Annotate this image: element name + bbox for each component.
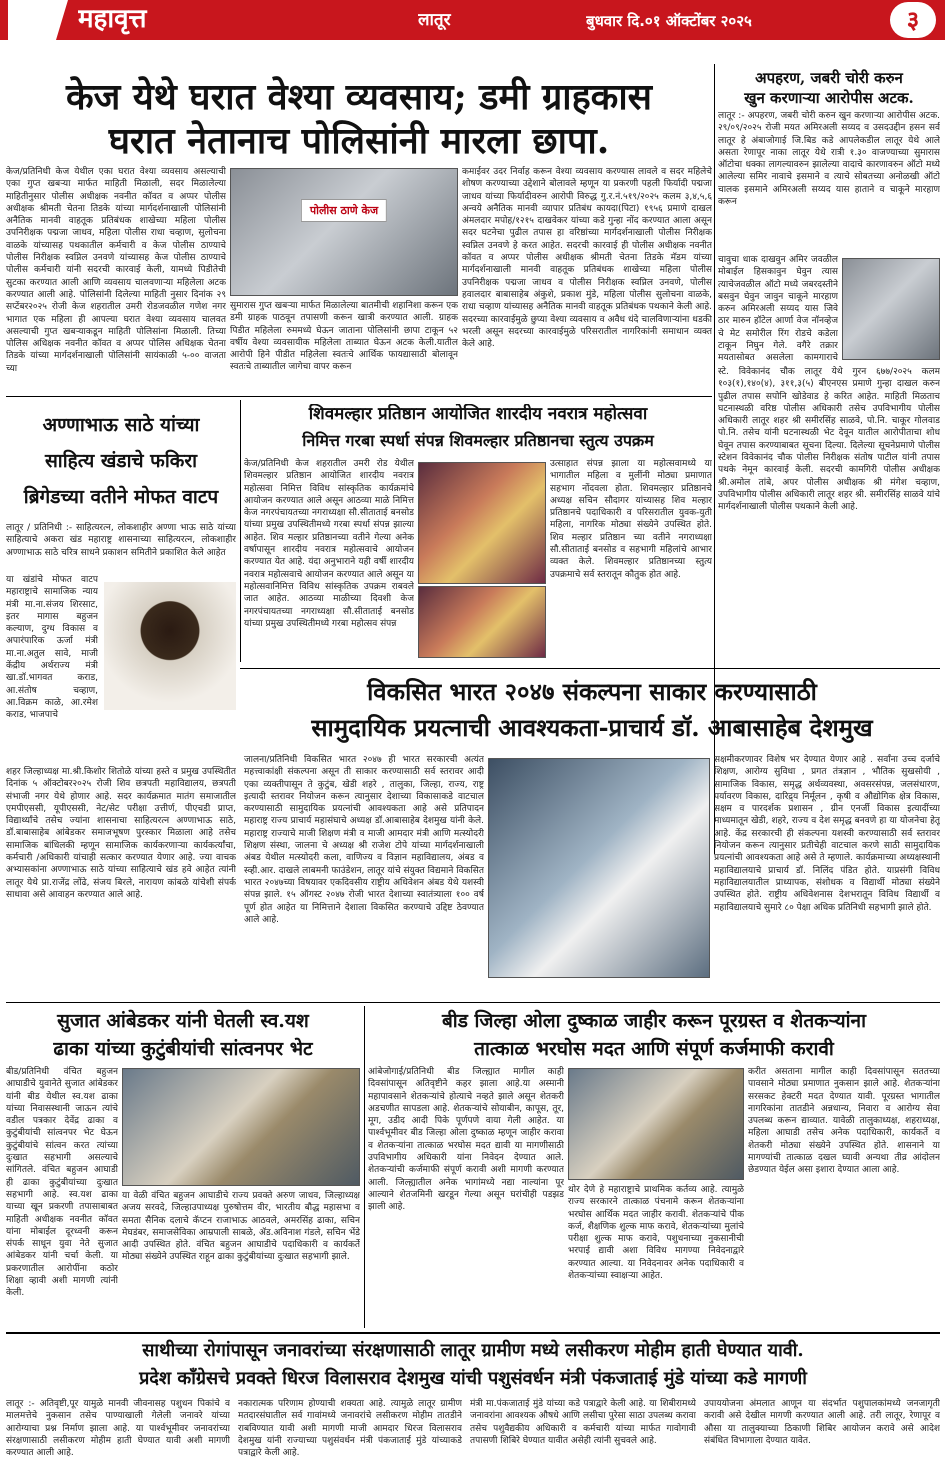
lead-headline-1: केज येथे घरात वेश्या व्यवसाय; डमी ग्राहकास <box>65 76 652 118</box>
beed-column-3: करीत असताना मागील काही दिवसांपासून सततच्या पावसाने मोठ्या प्रमाणात नुकसान झाले आहे. शेतकऱ्यांना सरसकट हेक्टरी मदत देण्यात यावी. पूरग्रस्त भागातील नागरिकांना तातडीने अन्नधान्य, निवारा व आरोग्य सेवा उपलब्ध करून द्याव्यात. यावेळी तालुकाध्यक्ष, शहराध्यक्ष, महिला आघाडी तसेच अनेक पदाधिकारी, कार्यकर्ते व शेतकरी मोठ्या संख्येने उपस्थित होते. शासनाने या मागण्यांची तात्काळ दखल घ्यावी अन्यथा तीव्र आंदोलन छेडण्यात येईल असा इशारा देण्यात आला आहे. <box>748 1067 940 1176</box>
vaccination-headline-1: साथीच्या रोगांपासून जनावरांच्या संरक्षणासाठी लातूर ग्रामीण मध्ये लसीकरण मोहीम हाती घेण्यात यावी. <box>142 1340 804 1361</box>
annabhau-body: शहर जिल्हाध्यक्ष मा.श्री.किशोर शितोळे यांच्या हस्ते व प्रमुख उपस्थितीत दिनांक ५ ऑक्टोबर२०२५ रोजी शिव छत्रपती महाविद्यालय, छत्रपती संभाजी नगर येथे होणार आहे. सदर कार्यक्रमात मातंग समाजातील एमपीएससी, यूपीएससी, नेट/सेट परीक्षा उत्तीर्ण, पीएचडी प्राप्त, विद्यार्थ्यांचे तसेच ज्यांना शासनाचा साहित्यरत्न अण्णाभाऊ साठे, डॉ.बाबासाहेब आंबेडकर समाजभूषण पुरस्कार मिळाला आहे तसेच सामाजिक बांधिलकी म्हणून सामाजिक कार्यकरणाऱ्या कार्यकर्त्यांचा, कर्मचारी /अधिकारी यांचाही सत्कार करण्यात येणार आहे. ज्या वाचक अभ्यासकांना अण्णाभाऊ साठे यांच्या साहित्याचे खंड हवे आहेत त्यांनी लातूर येथे प्रा.राजेंद्र लोंढे, संजय बिरले, नारायण कांबळे यांचेशी संपर्क साधावा असे आवाहन करण्यात आले आहे. <box>6 767 236 900</box>
section-divider <box>6 1002 940 1003</box>
vaccination-column-1: लातूर :- अतिवृष्टी,पूर यामुळे मानवी जीवनासह पशुधन पिकांचे व मालमत्तेचे नुकसान तसेच पाण्याखाली गेलेली जनावरे यांच्या आरोग्याचा प्रश्न निर्माण झाला आहे. या पार्श्वभूमीवर जनावरांच्या संरक्षणासाठी लसीकरण मोहीम हाती घेण्यात यावी अशी मागणी करण्यात आली आहे. <box>6 1399 230 1459</box>
vaccination-column-3: मंत्री मा.पंकजाताई मुंडे यांच्या कडे पत्राद्वारे केली आहे. या शिबीरामध्ये जनावरांना आवश्यक औषधे आणि लसीचा पुरेसा साठा उपलब्ध करावा तसेच पशुवैद्यकीय अधिकारी व कर्मचारी यांच्या मार्फत गावोगावी तपासणी शिबिरे घेण्यात यावीत असेही त्यांनी सुचवले आहे. <box>470 1399 696 1446</box>
navratri-headline-2: निमित्त गरबा स्पर्धा संपन्न शिवमल्हार प्रतिष्ठानचा स्तुत्य उपक्रम <box>302 431 654 450</box>
memorandum-photo <box>568 1068 744 1180</box>
vikasit-column-1: जालना/प्रतिनिधी विकसित भारत २०४७ ही भारत सरकारची अत्यंत महत्त्वाकांक्षी संकल्पना असून ती साकार करण्यासाठी सर्व स्तरावर आदी एका व्यक्तीपासून ते कुटुंब, खेडी शहरे , तालुका, जिल्हा, राज्य, राष्ट्र इत्यादी स्तरावर नियोजन करून त्यानुसार देशाच्या विकासाकडे वाटचाल करण्यासाठी सामुदायिक प्रयत्नांची आवश्यकता आहे असे प्रतिपादन महाराष्ट्र राज्य प्राचार्य महासंघाचे अध्यक्ष डॉ.आबासाहेब देशमुख यांनी केले. महाराष्ट्र राज्याचे माजी शिक्षण मंत्री व माजी आमदार मंत्री आणि मत्स्योदरी शिक्षण संस्था, जालना चे अध्यक्ष श्री राजेश टोपे यांच्या मार्गदर्शनाखाली अंबड येथील मत्स्योदरी कला, वाणिज्य व विज्ञान महाविद्यालय, अंबड व स्व्ही.आर. दाखले लाबमनी फाउंडेशन, लातूर यांचे संयुक्त विद्यमाने विकसित भारत २०४७च्या विषयावर एकदिवसीय राष्ट्रीय अधिवेशन अंबड येथे यशस्वी संपन्न झाले. १५ ऑगस्ट २०४७ रोजी भारत देशाच्या स्वातंत्र्याला १०० वर्ष पूर्ण होत आहेत या निमित्ताने देशाला विकसित करण्याचे उद्दिष्ट ठेवण्यात आले आहे. <box>244 755 484 925</box>
vikasit-column-2: सक्षमीकरणावर विशेष भर देण्यात येणार आहे . सर्वांना उच्च दर्जाचे शिक्षण, आरोग्य सुविधा , प्रगत तंत्रज्ञान , भौतिक सुखसोयी , सामाजिक विकास, समृद्ध अर्थव्यवस्था, अवसरसंपन्न, जलसंधारण, पर्यावरण विकास, दारिद्र्य निर्मूलन , कृषी व औद्योगिक क्षेत्र विकास, सक्षम व पारदर्शक प्रशासन , ग्रीन एनर्जी विकास इत्यादींच्या माध्यमातून खेडी, शहरे, राज्य व देश समृद्ध बनवणे हा या योजनेचा हेतू आहे. केंद्र सरकारची ही संकल्पना यशस्वी करण्यासाठी सर्व स्तरावर नियोजन करून त्यानुसार प्रतीचेही वाटचाल करणे साठी सामुदायिक प्रयत्नांची आवश्यकता आहे असे ते म्हणाले. कार्यक्रमाच्या अध्यक्षस्थानी महाविद्यालयाचे प्राचार्य डॉ. निलिंद पंडित होते. याप्रसंगी विविध महाविद्यालयातील प्राध्यापक, संशोधक व विद्यार्थी मोठ्या संख्येने उपस्थित होते. राष्ट्रीय अधिवेशनास देशभरातून विविध विद्यार्थी व महाविद्यालयाचे सुमारे ८० पेक्षा अधिक प्रतिनिधी सहभागी झाले होते. <box>714 755 940 913</box>
beed-headline-2: तात्काळ भरघोस मदत आणि संपूर्ण कर्जमाफी करावी <box>474 1038 834 1060</box>
section-divider <box>6 1332 940 1334</box>
lead-headline-2: घरात नेतानाच पोलिसांनी मारला छापा. <box>108 120 610 162</box>
annabhau-intro: लातूर / प्रतिनिधी :- साहित्यरत्न, लोकशाहीर अण्णा भाऊ साठे यांच्या साहित्याचे अकरा खंड महाराष्ट्र शासनाच्या साहित्यरत्न, लोकशाहीर अण्णाभाऊ साठे चरित्र साधने प्रकाशन समितीने प्रकाशित केले आहेत <box>6 523 236 558</box>
navratri-headline-1: शिवमल्हार प्रतिष्ठान आयोजित शारदीय नवरात्र महोत्सवा <box>308 404 648 424</box>
lead-column-2: सुमारास गुप्त खबऱ्या मार्फत मिळालेल्या बातमीची शहानिशा करून एक डमी ग्राहक पाठवून तपासणी करून खात्री करण्यात आली. ग्राहक पिडीत महिलेला रुममध्ये घेऊन जाताना पोलिसांनी छापा टाकून ५२ वर्षीय वेश्या व्यवसायीक महिलेला ताब्यात घेऊन अटक केली.यातील आरोपी हिने पीडीत महिलेला स्वतःचे आर्थिक फायद्यासाठी बोलावून स्वतःचे ताब्यातील जागेचा वापर करून <box>230 301 458 373</box>
arrest-photo <box>842 258 940 360</box>
vaccination-column-2: नकारात्मक परिणाम होण्याची शक्यता आहे. त्यामुळे लातूर ग्रामीण मतदारसंघातील सर्व गावांमध्ये जनावरांचे लसीकरण मोहीम तातडीने राबविण्यात यावी अशी मागणी माजी आमदार धिरज विलासराव देशमुख यांनी राज्याच्या पशुसंवर्धन मंत्री पंकजाताई मुंडे यांच्याकडे पत्राद्वारे केली आहे. <box>238 1399 462 1459</box>
kidnap-headline-1: अपहरण, जबरी चोरी करुन <box>755 69 903 87</box>
lecture-stage-photo <box>488 758 710 978</box>
vikasit-headline-2: सामुदायिक प्रयत्नाची आवश्यकता-प्राचार्य डॉ. आबासाहेब देशमुख <box>311 713 873 742</box>
annabhau-portrait <box>104 582 236 710</box>
annabhau-side-text: या खंडांचे मोफत वाटप महाराष्ट्राचे सामाजिक न्याय मंत्री मा.ना.संजय शिरसाट, इतर मागास बहुजन कल्याण, दुग्ध विकास व अपारंपारिक ऊर्जा मंत्री मा.ना.अतुल सावे, माजी केंद्रीय अर्थराज्य मंत्री खा.डॉ.भागवत कराड, आ.संतोष चव्हाण, आ.विक्रम काळे, आ.रमेश कराड, भाजपाचे <box>6 575 98 721</box>
police-station-photo <box>230 168 458 296</box>
vaccination-column-4: उपाययोजना अंमलात आणून या संदर्भात पशुपालकांमध्ये जनजागृती करावी असे देखील मागणी करण्यात आली आहे. तरी लातूर, रेणापूर व औसा या तालुक्याच्या ठिकाणी शिबिर आयोजन करावे असे आदेश संबंधित विभागाला देण्यात यावेत. <box>704 1399 940 1446</box>
beed-column-1: आंबेजोगाई/प्रतिनिधी बीड जिल्ह्यात मागील काही दिवसांपासून अतिवृष्टीने कहर झाला आहे.या अस्मानी महापावसाने शेतकऱ्यांचे होत्याचे नव्हते झाले असून शेतकरी अडचणीत सापडला आहे. शेतकऱ्यांचे सोयाबीन, कापूस, तूर, मूग, उडीद आदी पिके पूर्णपणे वाया गेली आहेत. या पार्श्वभूमीवर बीड जिल्हा ओला दुष्काळ म्हणून जाहीर करावा व शेतकऱ्यांना तात्काळ भरघोस मदत द्यावी या मागणीसाठी उपविभागीय अधिकारी यांना निवेदन देण्यात आले. शेतकऱ्यांची कर्जमाफी संपूर्ण करावी अशी मागणी करण्यात आली. जिल्ह्यातील अनेक भागांमध्ये नद्या नाल्यांना पूर आल्याने शेतजमिनी खरडून गेल्या असून घरांचीही पडझड झाली आहे. <box>368 1067 564 1213</box>
beed-headline-1: बीड जिल्हा ओला दुष्काळ जाहीर करून पूरग्रस्त व शेतकऱ्यांना <box>441 1010 867 1032</box>
condolence-visit-photo <box>122 1068 360 1186</box>
edition-city: लातूर <box>418 10 451 30</box>
newspaper-name: महावृत्त <box>78 4 147 34</box>
sujat-column-1: बीड/प्रतिनिधी वंचित बहुजन आघाडीचे युवानेते सुजात आंबेडकर यांनी बीड येथील स्व.यश ढाका यांच्या निवासस्थानी जाऊन त्यांचे वडील पत्रकार देवेंद्र ढाका व कुटुंबीयांची सांत्वनपर भेट घेऊन कुटुंबीयांचे सांत्वन करत त्यांच्या दुःखात सहभागी असल्याचे सांगितले. वंचित बहुजन आघाडी ही ढाका कुटुंबीयांच्या दुःखात सहभागी आहे. स्व.यश ढाका याच्या खून प्रकरणी तपासाबाबत माहिती अधीक्षक नवनीत कॉवत यांना मोबाईल दूरध्वनी करून संपर्क साधून युवा नेते सुजात आंबेडकर यांनी चर्चा केली. या प्रकरणातील आरोपींना कठोर शिक्षा व्हावी अशी मागणी त्यांनी केली. <box>6 1067 118 1299</box>
annabhau-headline-2: साहित्य खंडाचे फकिरा <box>44 450 198 472</box>
sujat-column-2: या वेळी वंचित बहुजन आघाडीचे राज्य प्रवक्ते अरुण जाधव, जिल्हाध्यक्ष अजय सरवदे, जिल्हाउपाध्यक्ष पुरुषोत्तम वीर, भारतीय बौद्ध महासभा व समता सैनिक दलाचे कॅप्टन राजाभाऊ आठवले, अमरसिंह ढाका, सचिन मेघडंबर, समाजसेविका आम्रपाली साबळे, ॲड.अविनाश गंडले, सचिन भेंडे आदी उपस्थित होते. वंचित बहुजन आघाडीचे पदाधिकारी व कार्यकर्ते मोठ्या संख्येने उपस्थित राहून ढाका कुटुंबीयांच्या दुःखात सहभागी झाले. <box>122 1191 360 1263</box>
vikasit-headline-1: विकसित भारत २०४७ संकल्पना साकार करण्यासाठी <box>367 677 817 706</box>
kidnap-body-2: चावुचा धाक दाखवुन अमिर जवळील मोबाईल हिसकावुन घेवुन त्यास त्याचेजवळील ऑटो मध्ये जबरदस्तीने बसवुन घेवुन जावुन चाकूने मारहाण करुन अमिरअली सय्यद यास जिवे ठार मारुन हॉटेल आर्णा वेज नॉनव्हेज चे मेट समोरील रिंग रोडचे कडेला टाकून निघुन गेले. वगैरे तक्रार मयतासोबत असलेला कामगाराचे <box>718 255 838 364</box>
section-divider <box>240 668 940 669</box>
column-divider <box>364 1006 365 1328</box>
kidnap-body-3: स्टे. विवेकानंद चौक लातूर येथे गुरन ६७७/२०२५ कलम १०३(१),१४०(४), ३११,३(५) बीएनएस प्रमाणे गुन्हा दाखल करुन पुढील तपास सपोनि खोडेवाड हे करित आहेत. माहिती मिळताच घटनास्थळी वरिष्ठ पोलीस अधिकारी तसेच उपविभागीय पोलीस अधिकारी लातूर शहर श्री समीरसिंह साळवे, पो.नि. चाकूर गोलवाड पो.नि. तसेच यांनी घटनास्थळी भेट देवून यातील आरोपीताचा शोध घेवून तपास करण्याबाबत सूचना दिल्या. दिलेल्या सूचनेप्रमाणे पोलीस स्टेशन विवेकानंद चौक पोलीस निरीक्षक संतोष पाटील यांनी तपास पथके नेमून कारवाई केली. सदरची कामगिरी पोलीस अधीक्षक श्री.अमोल तांबे, अपर पोलीस अधीक्षक श्री मंगेश चव्हाण, उपविभागीय पोलीस अधिकारी लातूर शहर श्री. समीरसिंह साळवे यांचे मार्गदर्शनाखाली पोलीस पथकाने केली आहे. <box>718 367 940 513</box>
police-station-sign: पोलीस ठाणे केज <box>301 199 387 222</box>
garba-event-photo <box>418 586 546 658</box>
beed-column-2: थोर देणे हे महाराष्ट्राचे प्राथमिक कर्तव्य आहे. त्यामुळे राज्य सरकारने तात्काळ पंचनामे करून शेतकऱ्यांना भरघोस आर्थिक मदत जाहीर करावी. शेतकऱ्यांचे पीक कर्ज, शैक्षणिक शुल्क माफ करावे, शेतकऱ्यांच्या मुलांचे परीक्षा शुल्क माफ करावे, पशुधनाच्या नुकसानीची भरपाई द्यावी अशा विविध मागण्या निवेदनाद्वारे करण्यात आल्या. या निवेदनावर अनेक पदाधिकारी व शेतकऱ्यांच्या स्वाक्षऱ्या आहेत. <box>568 1185 744 1282</box>
garba-group-photo <box>418 462 546 584</box>
navratri-column-2: उत्साहात संपन्न झाला या महोत्सवामध्ये या भागातील महिला व मुलींनी मोठ्या प्रमाणात सहभाग नोंदवला होता. शिवमल्हार प्रतिष्ठानचे अध्यक्ष सचिन सौदागर यांच्यासह शिव मल्हार प्रतिष्ठानचे पदाधिकारी व परिसरातील युवक-युती महिला, नागरिक मोठ्या संख्येने उपस्थित होते. शिव मल्हार प्रतिष्ठान च्या वतीने नगराध्यक्षा सौ.सीताताई बनसोड व सहभागी महिलांचे आभार व्यक्त केले. शिवमल्हार प्रतिष्ठानच्या स्तुत्य उपक्रमाचे सर्व स्तरातून कौतुक होत आहे. <box>550 459 712 580</box>
lead-column-3: कमाईवर उदर निर्वाह करून वेश्या व्यवसाय करण्यास लावले व सदर महिलेचे शोषण करण्याच्या उद्देशाने बोलावले म्हणून या प्रकरणी पहली फिर्यादी पद्मजा जाधव यांच्या फिर्यादीवरुन आरोपी विरुद्ध गु.र.नं.५१९/२०२५ कलम ३,४,५,६ अन्वये अनैतिक मानवी व्यापार प्रतिबंध कायदा(पिटा) १९५६ प्रमाणे दाखल अंमलदार मपोह/१२१५ दाखवेकर यांच्या कडे गुन्हा नोंद करण्यात आला असून सदर घटनेचा पुढील तपास हा वरिष्ठांच्या मार्गदर्शनाखाली पोलीस निरीक्षक स्वप्निल उनवणे हे करत आहेत. सदरची कारवाई ही पोलीस अधीक्षक नवनीत कॉवत व अप्पर पोलीस अधीक्षक श्रीमती चेतना तिडके मॅडम यांच्या मार्गदर्शनाखाली मानवी वाहतूक प्रतिबंधक शाखेच्या महिला पोलीस उपनिरीक्षक पद्मजा जाधव व पोलीस निरीक्षक स्वप्निल उनवणे, पोलीस हवालदार बाबासाहेब अंकुशे, प्रकाश मुंडे, महिला पोलीस सुलोचना वाळके, राधा चव्हाण यांच्यासह अनैतिक मानवी वाहतूक प्रतिबंधक पथकाने केली आहे. सदरच्या कारवाईमुळे छुप्या वेश्या व्यवसाय व अवैध धंदे चालविणाऱ्यांना धडकी भरली असून सदरच्या कारवाईमुळे परिसरातील नागरिकांनी समाधान व्यक्त केले आहे. <box>462 167 712 350</box>
kidnap-body-1: लातूर :- अपहरण, जबरी चोरी करुन खुन करणाऱ्या आरोपीस अटक. २९/०९/२०२५ रोजी मयत अमिरअली सय्यद व उसदउद्दीन हसन सर्व लातूर हे अंबाजोगाई जि.बिड कडे आपलेकडील लातूर येथे आले असता रेणापूर नाका लातूर येथे रात्री १.३० वाजण्याच्या सुमारास ऑटोचा धक्का लागल्यावरुन झालेल्या वादाचे कारणावरुन ऑटो मध्ये आलेल्या समिर नावाचे इसमाने व त्याचे सोबतच्या अनोळखी ऑटो चालक इसमाने अमिरअली सय्यद यास हाताने व चाकूने मारहाण करून <box>718 111 940 208</box>
page-number: ३ <box>890 2 936 38</box>
annabhau-headline-3: ब्रिगेडच्या वतीने मोफत वाटप <box>23 486 219 508</box>
column-divider <box>240 400 241 662</box>
sujat-headline-1: सुजात आंबेडकर यांनी घेतली स्व.यश <box>57 1010 309 1032</box>
sujat-headline-2: ढाका यांच्या कुटुंबीयांची सांत्वनपर भेट <box>53 1038 313 1060</box>
section-divider <box>6 396 712 397</box>
navratri-column-1: केज/प्रतिनिधी केज शहरातील उमरी रोड येथील शिवमल्हार प्रतिष्ठान आयोजित शारदीय नवरात्र महोत्सवा निमित्त विविध सांस्कृतिक कार्यक्रमांचे आयोजन करण्यात आले असून आठव्या माळे निमित्त केज नगरपंचायतच्या नगराध्यक्षा सौ.सीताताई बनसोड यांच्या प्रमुख उपस्थितीमध्ये गरबा स्पर्धा संपन्न झाल्या आहेत. शिव मल्हार प्रतिष्ठानच्या वतीने गेल्या अनेक वर्षापासून शारदीय नवरात्र महोत्सवाचे आयोजन करण्यात येत आहे. यंदा अनुभाराने यही वर्षी शारदीय नवरात्र महोत्सवाचे आयोजन करण्यात आले असून या महोत्सवानिमित्त विविध सांस्कृतिक उपक्रम राबवले जात आहेत. आठव्या माळीच्या दिवशी केज नगरपंचायतच्या नगराध्यक्षा सौ.सीताताई बनसोड यांच्या प्रमुख उपस्थितीमध्ये गरबा महोत्सव संपन्न <box>244 459 414 629</box>
kidnap-headline-2: खुन करणाऱ्या आरोपीस अटक. <box>744 89 914 107</box>
lead-column-1: केज/प्रतिनिधी केज येथील एका घरात वेश्या व्यवसाय असल्याची एका गुप्त खबऱ्या मार्फत माहिती मिळाली, सदर मिळालेल्या माहितीनुसार पोलीस अधीक्षक नवनीत कॉवत व अप्पर पोलीस अधीक्षक श्रीमती चेतना तिडके यांच्या मार्गदर्शनाखाली पोलिसांनी अनैतिक मानवी वाहतूक प्रतिबंधक शाखेच्या महिला पोलीस उपनिरीक्षक पद्मजा जाधव, महिला पोलीस राधा चव्हाण, सुलोचना वाळके यांच्यासह पथकातील कर्मचारी व केज पोलीस ठाण्याचे पोलीस निरीक्षक स्वप्निल उनवणे यांच्यासह केज पोलीस ठाण्याचे पोलीस कर्मचारी यांनी सदरची कारवाई केली, यामध्ये पिडीतेची सुटका करण्यात आली आणि व्यवसाय चालवणाऱ्या महिलेला अटक करण्यात आली आहे. पोलिसांनी दिलेल्या माहिती नुसार दिनांक २९ सप्टेंबर२०२५ रोजी केज शहरातील उमरी रोडजवळील गणेश नगर भागात एक महिला ही आपल्या घरात वेश्या व्यवसाय चालवत असल्याची गुप्त खबऱ्याकडून माहिती पोलिसांना मिळाली. तिच्या पोलिस अधिक्षक नवनीत कॉवत व अप्पर पोलिस अधिक्षक चेतना तिडके यांच्या मार्गदर्शनाखाली पोलिसांनी सायंकाळी ५-०० वाजता च्या <box>6 167 226 374</box>
issue-date: बुधवार दि.०१ ऑक्टोंबर २०२५ <box>586 12 752 30</box>
vaccination-headline-2: प्रदेश काँग्रेसचे प्रवक्ते धिरज विलासराव देशमुख यांची पशुसंवर्धन मंत्री पंकजाताई मुंडे यांच्या कडे मागणी <box>139 1368 807 1389</box>
annabhau-headline-1: अण्णाभाऊ साठे यांच्या <box>42 414 200 436</box>
